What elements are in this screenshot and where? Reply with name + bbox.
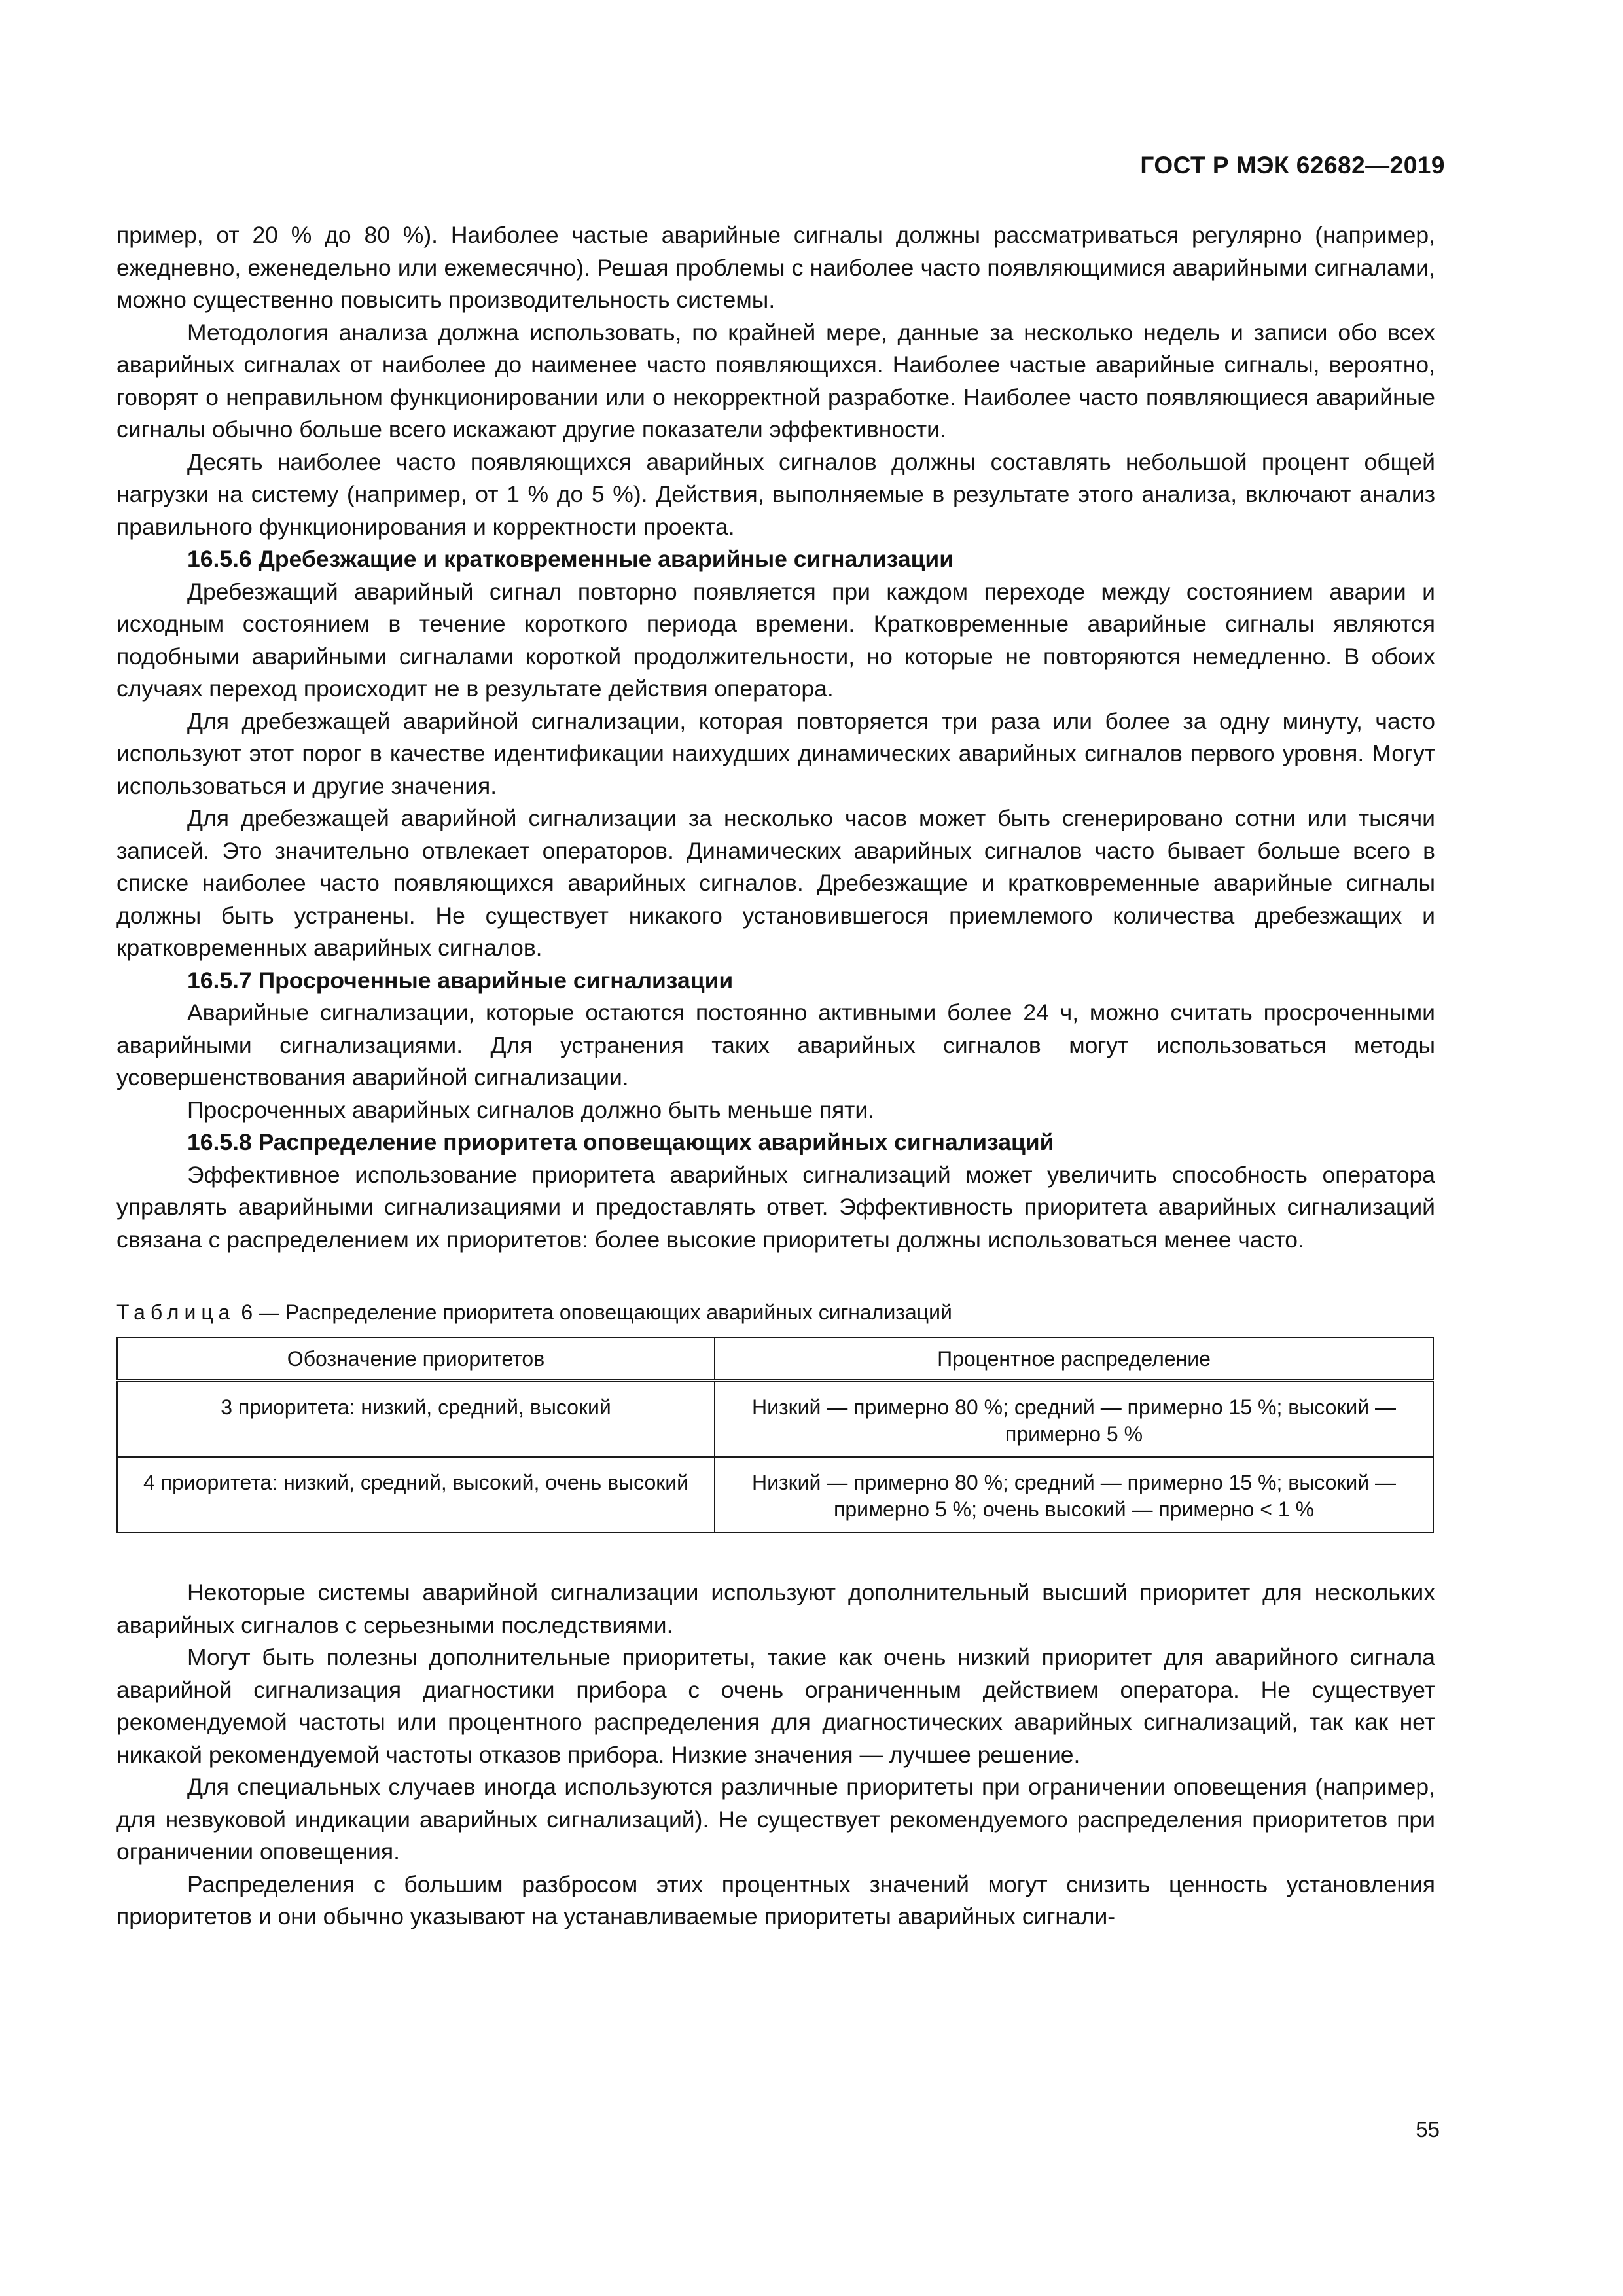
section-heading-16-5-8: 16.5.8 Распределение приоритета оповещающих аварийных сигнализаций: [187, 1129, 1054, 1155]
page-header-doc-id: ГОСТ Р МЭК 62682—2019: [1140, 152, 1445, 179]
table-cell: Низкий — примерно 80 %; средний — примерно 15 %; высокий — примерно 5 %: [715, 1381, 1433, 1458]
paragraph: Распределения с большим разбросом этих процентных значений могут снизить ценность установления приоритетов и они обычно указывают на устанавливаемые приоритеты аварийных сигнали-: [116, 1871, 1435, 1929]
table-cell: 4 приоритета: низкий, средний, высокий, очень высокий: [117, 1457, 715, 1532]
table-header-cell: Процентное распределение: [715, 1338, 1433, 1381]
paragraph: Просроченных аварийных сигналов должно быть меньше пяти.: [187, 1096, 875, 1123]
table-row: [117, 1457, 1433, 1532]
table-cell: Низкий — примерно 80 %; средний — примерно 15 %; высокий — примерно 5 %; очень высокий — примерно < 1 %: [715, 1457, 1433, 1532]
paragraph: Для дребезжащей аварийной сигнализации, которая повторяется три раза или более за одну минуту, часто используют этот порог в качестве идентификации наихудших динамических аварийных сигналов первого уровня. Могут использоваться и другие значения.: [116, 708, 1435, 799]
priority-distribution-table: [116, 1337, 1434, 1533]
table-caption-text: 6 — Распределение приоритета оповещающих аварийных сигнализаций: [241, 1300, 952, 1324]
paragraph: пример, от 20 % до 80 %). Наиболее частые аварийные сигналы должны рассматриваться регулярно (например, ежедневно, еженедельно или ежемесячно). Решая проблемы с наиболее часто появляющимися аварийными сигналами, можно существенно повысить производительность системы.: [116, 222, 1435, 313]
section-heading-16-5-7: 16.5.7 Просроченные аварийные сигнализации: [187, 967, 734, 994]
paragraph: Эффективное использование приоритета аварийных сигнализаций может увеличить способность оператора управлять аварийными сигнализациями и предоставлять ответ. Эффективность приоритета аварийных сигнализаций связана с распределением их приоритетов: более высокие приоритеты должны использоваться менее часто.: [116, 1161, 1435, 1253]
page-number: 55: [1416, 2117, 1440, 2142]
paragraph: Дребезжащий аварийный сигнал повторно появляется при каждом переходе между состоянием аварии и исходным состоянием в течение короткого периода времени. Кратковременные аварийные сигналы являются подобными аварийными сигналами короткой продолжительности, но которые не повторяются немедленно. В обоих случаях переход происходит не в результате действия оператора.: [116, 578, 1435, 702]
paragraph: Для специальных случаев иногда используются различные приоритеты при ограничении оповещения (например, для незвуковой индикации аварийных сигнализаций). Не существует рекомендуемого распределения приоритетов при ограничении оповещения.: [116, 1774, 1435, 1865]
paragraph: Аварийные сигнализации, которые остаются постоянно активными более 24 ч, можно считать просроченными аварийными сигнализациями. Для устранения таких аварийных сигналов могут использоваться методы усовершенствования аварийной сигнализации.: [116, 999, 1435, 1090]
document-body: [116, 219, 1435, 1933]
section-heading-16-5-6: 16.5.6 Дребезжащие и кратковременные аварийные сигнализации: [187, 546, 954, 572]
table-cell: 3 приоритета: низкий, средний, высокий: [117, 1381, 715, 1458]
table-header-row: [117, 1338, 1433, 1381]
paragraph: Могут быть полезны дополнительные приоритеты, такие как очень низкий приоритет для аварийного сигнала аварийной сигнализация диагностики прибора с очень ограниченным действием оператора. Не существует рекомендуемой частоты или процентного распределения для диагностических аварийных сигнализаций, так как нет никакой рекомендуемой частоты отказов прибора. Низкие значения — лучшее решение.: [116, 1644, 1435, 1768]
paragraph: Десять наиболее часто появляющихся аварийных сигналов должны составлять небольшой процент общей нагрузки на систему (например, от 1 % до 5 %). Действия, выполняемые в результате этого анализа, включают анализ правильного функционирования и корректности проекта.: [116, 448, 1435, 540]
paragraph: Некоторые системы аварийной сигнализации используют дополнительный высший приоритет для нескольких аварийных сигналов с серьезными последствиями.: [116, 1579, 1435, 1638]
paragraph: Методология анализа должна использовать, по крайней мере, данные за несколько недель и записи обо всех аварийных сигналах от наиболее до наименее часто появляющихся. Наиболее частые аварийные сигналы, вероятно, говорят о неправильном функционировании или о некорректной разработке. Наиболее часто появляющиеся аварийные сигналы обычно больше всего искажают другие показатели эффективности.: [116, 319, 1435, 442]
table-row: [117, 1381, 1433, 1458]
table-header-cell: Обозначение приоритетов: [117, 1338, 715, 1381]
paragraph: Для дребезжащей аварийной сигнализации за несколько часов может быть сгенерировано сотни или тысячи записей. Это значительно отвлекает операторов. Динамических аварийных сигналов часто бывает больше всего в списке наиболее часто появляющихся аварийных сигналов. Дребезжащие и кратковременные аварийные сигналы должны быть устранены. Не существует никакого установившегося приемлемого количества дребезжащих и кратковременных аварийных сигналов.: [116, 805, 1435, 961]
table-caption-label: Таблица: [116, 1300, 236, 1324]
table-caption: [116, 1299, 1435, 1325]
